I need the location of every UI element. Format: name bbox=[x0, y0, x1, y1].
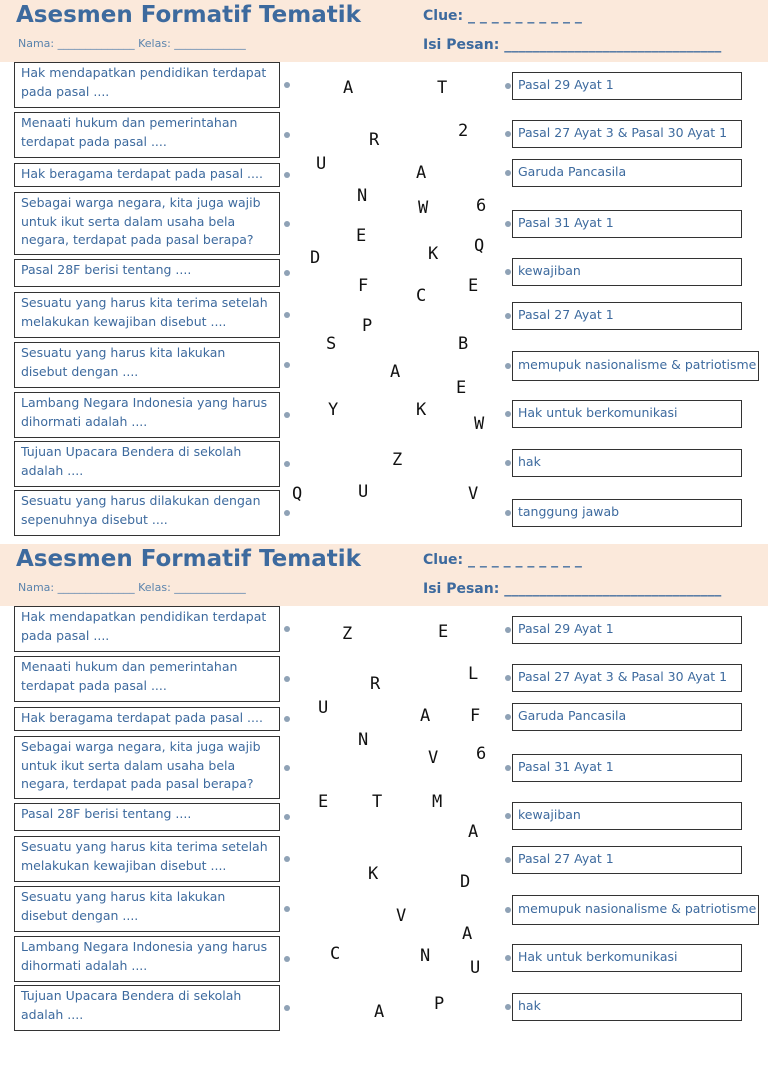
scattered-letter: N bbox=[358, 730, 369, 750]
answer-connector-dot[interactable] bbox=[505, 363, 511, 369]
scattered-letter: K bbox=[428, 244, 439, 264]
worksheet-header bbox=[0, 544, 768, 606]
question-connector-dot[interactable] bbox=[284, 1005, 290, 1011]
question-connector-dot[interactable] bbox=[284, 814, 290, 820]
question-box: Sesuatu yang harus kita lakukan disebut dengan .... bbox=[14, 886, 280, 932]
question-box: Sesuatu yang harus kita terima setelah melakukan kewajiban disebut .... bbox=[14, 292, 280, 338]
scattered-letter: Q bbox=[292, 484, 303, 504]
question-box: Hak mendapatkan pendidikan terdapat pada pasal .... bbox=[14, 62, 280, 108]
question-box: Tujuan Upacara Bendera di sekolah adalah .... bbox=[14, 985, 280, 1031]
answer-box: memupuk nasionalisme & patriotisme bbox=[512, 351, 759, 381]
scattered-letter: A bbox=[462, 924, 473, 944]
scattered-letter: 6 bbox=[476, 744, 487, 764]
answer-connector-dot[interactable] bbox=[505, 714, 511, 720]
name-class-field[interactable]: Nama: ______________ Kelas: _____________ bbox=[18, 581, 246, 594]
scattered-letter: F bbox=[358, 276, 369, 296]
scattered-letter: Y bbox=[328, 400, 339, 420]
question-connector-dot[interactable] bbox=[284, 412, 290, 418]
question-box: Hak mendapatkan pendidikan terdapat pada pasal .... bbox=[14, 606, 280, 652]
worksheet-header bbox=[0, 0, 768, 62]
question-box: Hak beragama terdapat pada pasal .... bbox=[14, 163, 280, 187]
answer-box: Pasal 29 Ayat 1 bbox=[512, 72, 742, 100]
answer-connector-dot[interactable] bbox=[505, 907, 511, 913]
question-connector-dot[interactable] bbox=[284, 765, 290, 771]
scattered-letter: V bbox=[468, 484, 479, 504]
clue-field[interactable]: Clue: _ _ _ _ _ _ _ _ _ _ bbox=[423, 8, 582, 24]
scattered-letter: W bbox=[418, 198, 429, 218]
scattered-letter: W bbox=[474, 414, 485, 434]
question-box: Pasal 28F berisi tentang .... bbox=[14, 803, 280, 831]
question-box: Tujuan Upacara Bendera di sekolah adalah .... bbox=[14, 441, 280, 487]
answer-box: hak bbox=[512, 993, 742, 1021]
scattered-letter: D bbox=[460, 872, 471, 892]
scattered-letter: K bbox=[368, 864, 379, 884]
scattered-letter: A bbox=[374, 1002, 385, 1022]
scattered-letter: T bbox=[372, 792, 383, 812]
message-field[interactable]: Isi Pesan: _______________________________ bbox=[423, 37, 722, 53]
scattered-letter: Q bbox=[474, 236, 485, 256]
question-connector-dot[interactable] bbox=[284, 856, 290, 862]
scattered-letter: A bbox=[390, 362, 401, 382]
answer-box: Pasal 31 Ayat 1 bbox=[512, 210, 742, 238]
question-connector-dot[interactable] bbox=[284, 676, 290, 682]
scattered-letter: M bbox=[432, 792, 443, 812]
answer-box: kewajiban bbox=[512, 802, 742, 830]
question-connector-dot[interactable] bbox=[284, 956, 290, 962]
worksheet bbox=[0, 544, 768, 1088]
question-box: Sesuatu yang harus kita terima setelah melakukan kewajiban disebut .... bbox=[14, 836, 280, 882]
scattered-letter: B bbox=[458, 334, 469, 354]
answer-box: Garuda Pancasila bbox=[512, 159, 742, 187]
scattered-letter: E bbox=[356, 226, 367, 246]
question-box: Sesuatu yang harus dilakukan dengan sepenuhnya disebut .... bbox=[14, 490, 280, 536]
answer-box: tanggung jawab bbox=[512, 499, 742, 527]
question-box: Sebagai warga negara, kita juga wajib untuk ikut serta dalam usaha bela negara, terdapat pada pasal berapa? bbox=[14, 192, 280, 255]
question-box: Menaati hukum dan pemerintahan terdapat pada pasal .... bbox=[14, 656, 280, 702]
answer-connector-dot[interactable] bbox=[505, 269, 511, 275]
answer-connector-dot[interactable] bbox=[505, 675, 511, 681]
question-box: Sebagai warga negara, kita juga wajib untuk ikut serta dalam usaha bela negara, terdapat pada pasal berapa? bbox=[14, 736, 280, 799]
question-connector-dot[interactable] bbox=[284, 906, 290, 912]
question-box: Menaati hukum dan pemerintahan terdapat pada pasal .... bbox=[14, 112, 280, 158]
answer-connector-dot[interactable] bbox=[505, 411, 511, 417]
scattered-letter: Z bbox=[392, 450, 403, 470]
answer-box: Garuda Pancasila bbox=[512, 703, 742, 731]
answer-box: kewajiban bbox=[512, 258, 742, 286]
scattered-letter: U bbox=[316, 154, 327, 174]
answer-connector-dot[interactable] bbox=[505, 131, 511, 137]
answer-connector-dot[interactable] bbox=[505, 765, 511, 771]
scattered-letter: E bbox=[318, 792, 329, 812]
answer-connector-dot[interactable] bbox=[505, 857, 511, 863]
answer-connector-dot[interactable] bbox=[505, 313, 511, 319]
answer-box: Pasal 27 Ayat 3 & Pasal 30 Ayat 1 bbox=[512, 120, 742, 148]
question-connector-dot[interactable] bbox=[284, 461, 290, 467]
answer-box: Pasal 27 Ayat 3 & Pasal 30 Ayat 1 bbox=[512, 664, 742, 692]
question-connector-dot[interactable] bbox=[284, 510, 290, 516]
scattered-letter: N bbox=[357, 186, 368, 206]
question-connector-dot[interactable] bbox=[284, 626, 290, 632]
answer-connector-dot[interactable] bbox=[505, 1004, 511, 1010]
scattered-letter: 6 bbox=[476, 196, 487, 216]
scattered-letter: E bbox=[456, 378, 467, 398]
scattered-letter: V bbox=[396, 906, 407, 926]
scattered-letter: A bbox=[343, 78, 354, 98]
question-connector-dot[interactable] bbox=[284, 362, 290, 368]
worksheet-title: Asesmen Formatif Tematik bbox=[16, 546, 361, 572]
answer-box: Pasal 27 Ayat 1 bbox=[512, 302, 742, 330]
answer-connector-dot[interactable] bbox=[505, 955, 511, 961]
answer-connector-dot[interactable] bbox=[505, 813, 511, 819]
answer-box: Hak untuk berkomunikasi bbox=[512, 944, 742, 972]
answer-box: Hak untuk berkomunikasi bbox=[512, 400, 742, 428]
scattered-letter: Z bbox=[342, 624, 353, 644]
scattered-letter: K bbox=[416, 400, 427, 420]
scattered-letter: R bbox=[370, 674, 381, 694]
scattered-letter: A bbox=[420, 706, 431, 726]
question-connector-dot[interactable] bbox=[284, 221, 290, 227]
scattered-letter: E bbox=[468, 276, 479, 296]
answer-connector-dot[interactable] bbox=[505, 510, 511, 516]
scattered-letter: F bbox=[470, 706, 481, 726]
answer-connector-dot[interactable] bbox=[505, 627, 511, 633]
scattered-letter: R bbox=[369, 130, 380, 150]
scattered-letter: A bbox=[468, 822, 479, 842]
question-connector-dot[interactable] bbox=[284, 172, 290, 178]
scattered-letter: T bbox=[437, 78, 448, 98]
question-box: Lambang Negara Indonesia yang harus dihormati adalah .... bbox=[14, 936, 280, 982]
scattered-letter: D bbox=[310, 248, 321, 268]
scattered-letter: S bbox=[326, 334, 337, 354]
scattered-letter: 2 bbox=[458, 121, 469, 141]
name-class-field[interactable]: Nama: ______________ Kelas: _____________ bbox=[18, 37, 246, 50]
answer-connector-dot[interactable] bbox=[505, 83, 511, 89]
clue-field[interactable]: Clue: _ _ _ _ _ _ _ _ _ _ bbox=[423, 552, 582, 568]
worksheet-title: Asesmen Formatif Tematik bbox=[16, 2, 361, 28]
scattered-letter: A bbox=[416, 163, 427, 183]
question-connector-dot[interactable] bbox=[284, 82, 290, 88]
answer-connector-dot[interactable] bbox=[505, 460, 511, 466]
question-connector-dot[interactable] bbox=[284, 312, 290, 318]
scattered-letter: U bbox=[470, 958, 481, 978]
question-connector-dot[interactable] bbox=[284, 716, 290, 722]
question-connector-dot[interactable] bbox=[284, 132, 290, 138]
question-box: Sesuatu yang harus kita lakukan disebut dengan .... bbox=[14, 342, 280, 388]
scattered-letter: C bbox=[416, 286, 427, 306]
question-connector-dot[interactable] bbox=[284, 270, 290, 276]
answer-box: Pasal 29 Ayat 1 bbox=[512, 616, 742, 644]
scattered-letter: U bbox=[358, 482, 369, 502]
answer-box: Pasal 31 Ayat 1 bbox=[512, 754, 742, 782]
answer-connector-dot[interactable] bbox=[505, 170, 511, 176]
scattered-letter: L bbox=[468, 664, 479, 684]
scattered-letter: C bbox=[330, 944, 341, 964]
question-box: Hak beragama terdapat pada pasal .... bbox=[14, 707, 280, 731]
message-field[interactable]: Isi Pesan: _______________________________ bbox=[423, 581, 722, 597]
question-box: Lambang Negara Indonesia yang harus dihormati adalah .... bbox=[14, 392, 280, 438]
answer-box: memupuk nasionalisme & patriotisme bbox=[512, 895, 759, 925]
scattered-letter: V bbox=[428, 748, 439, 768]
answer-connector-dot[interactable] bbox=[505, 221, 511, 227]
question-box: Pasal 28F berisi tentang .... bbox=[14, 259, 280, 287]
scattered-letter: P bbox=[434, 994, 445, 1014]
scattered-letter: U bbox=[318, 698, 329, 718]
scattered-letter: P bbox=[362, 316, 373, 336]
scattered-letter: E bbox=[438, 622, 449, 642]
scattered-letter: N bbox=[420, 946, 431, 966]
answer-box: Pasal 27 Ayat 1 bbox=[512, 846, 742, 874]
answer-box: hak bbox=[512, 449, 742, 477]
